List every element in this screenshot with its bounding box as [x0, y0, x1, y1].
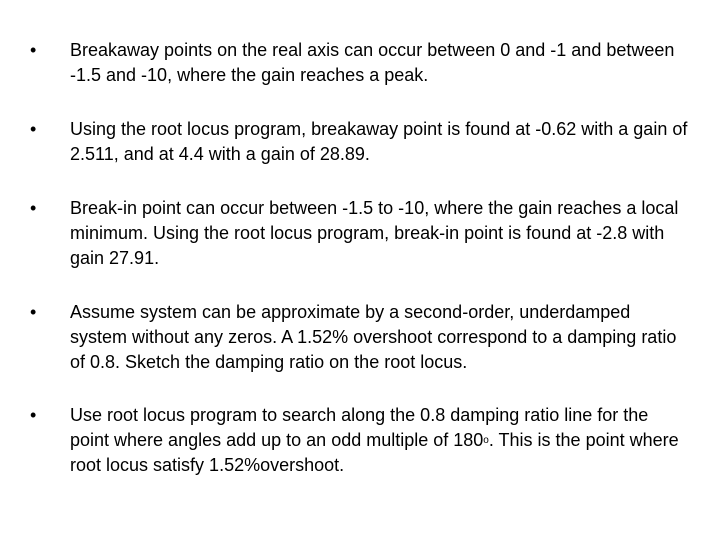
bullet-text: Break-in point can occur between -1.5 to -10, where the gain reaches a local minimum. Using the root locus program, break-in point is found at -2.8 with gain 27.91. — [70, 198, 679, 268]
bullet-item-breakaway-found — [30, 117, 690, 167]
bullet-text: Breakaway points on the real axis can occur between 0 and -1 and between -1.5 and -10, where the gain reaches a peak. — [70, 40, 675, 85]
bullet-item-second-order — [30, 300, 690, 375]
bullet-marker: • — [30, 405, 37, 425]
degree-superscript: o — [483, 435, 489, 446]
bullet-text-after: . This is the point where root locus satisfy 1.52%overshoot. — [70, 430, 679, 475]
bullet-item-damping-search — [30, 403, 690, 478]
bullet-text: Using the root locus program, breakaway point is found at -0.62 with a gain of 2.511, and at 4.4 with a gain of 28.89. — [70, 119, 688, 164]
bullet-marker: • — [30, 119, 37, 139]
bullet-item-break-in — [30, 196, 690, 271]
bullet-list — [30, 38, 690, 507]
bullet-marker: • — [30, 302, 37, 322]
bullet-text-before: Use root locus program to search along the 0.8 damping ratio line for the point where angles add up to an odd multiple of 180 — [70, 405, 649, 450]
bullet-text: Assume system can be approximate by a second-order, underdamped system without any zeros. A 1.52% overshoot correspond to a damping ratio of 0.8. Sketch the damping ratio on the root locus. — [70, 302, 677, 372]
bullet-marker: • — [30, 198, 37, 218]
bullet-item-breakaway-range — [30, 38, 690, 88]
bullet-marker: • — [30, 40, 37, 60]
